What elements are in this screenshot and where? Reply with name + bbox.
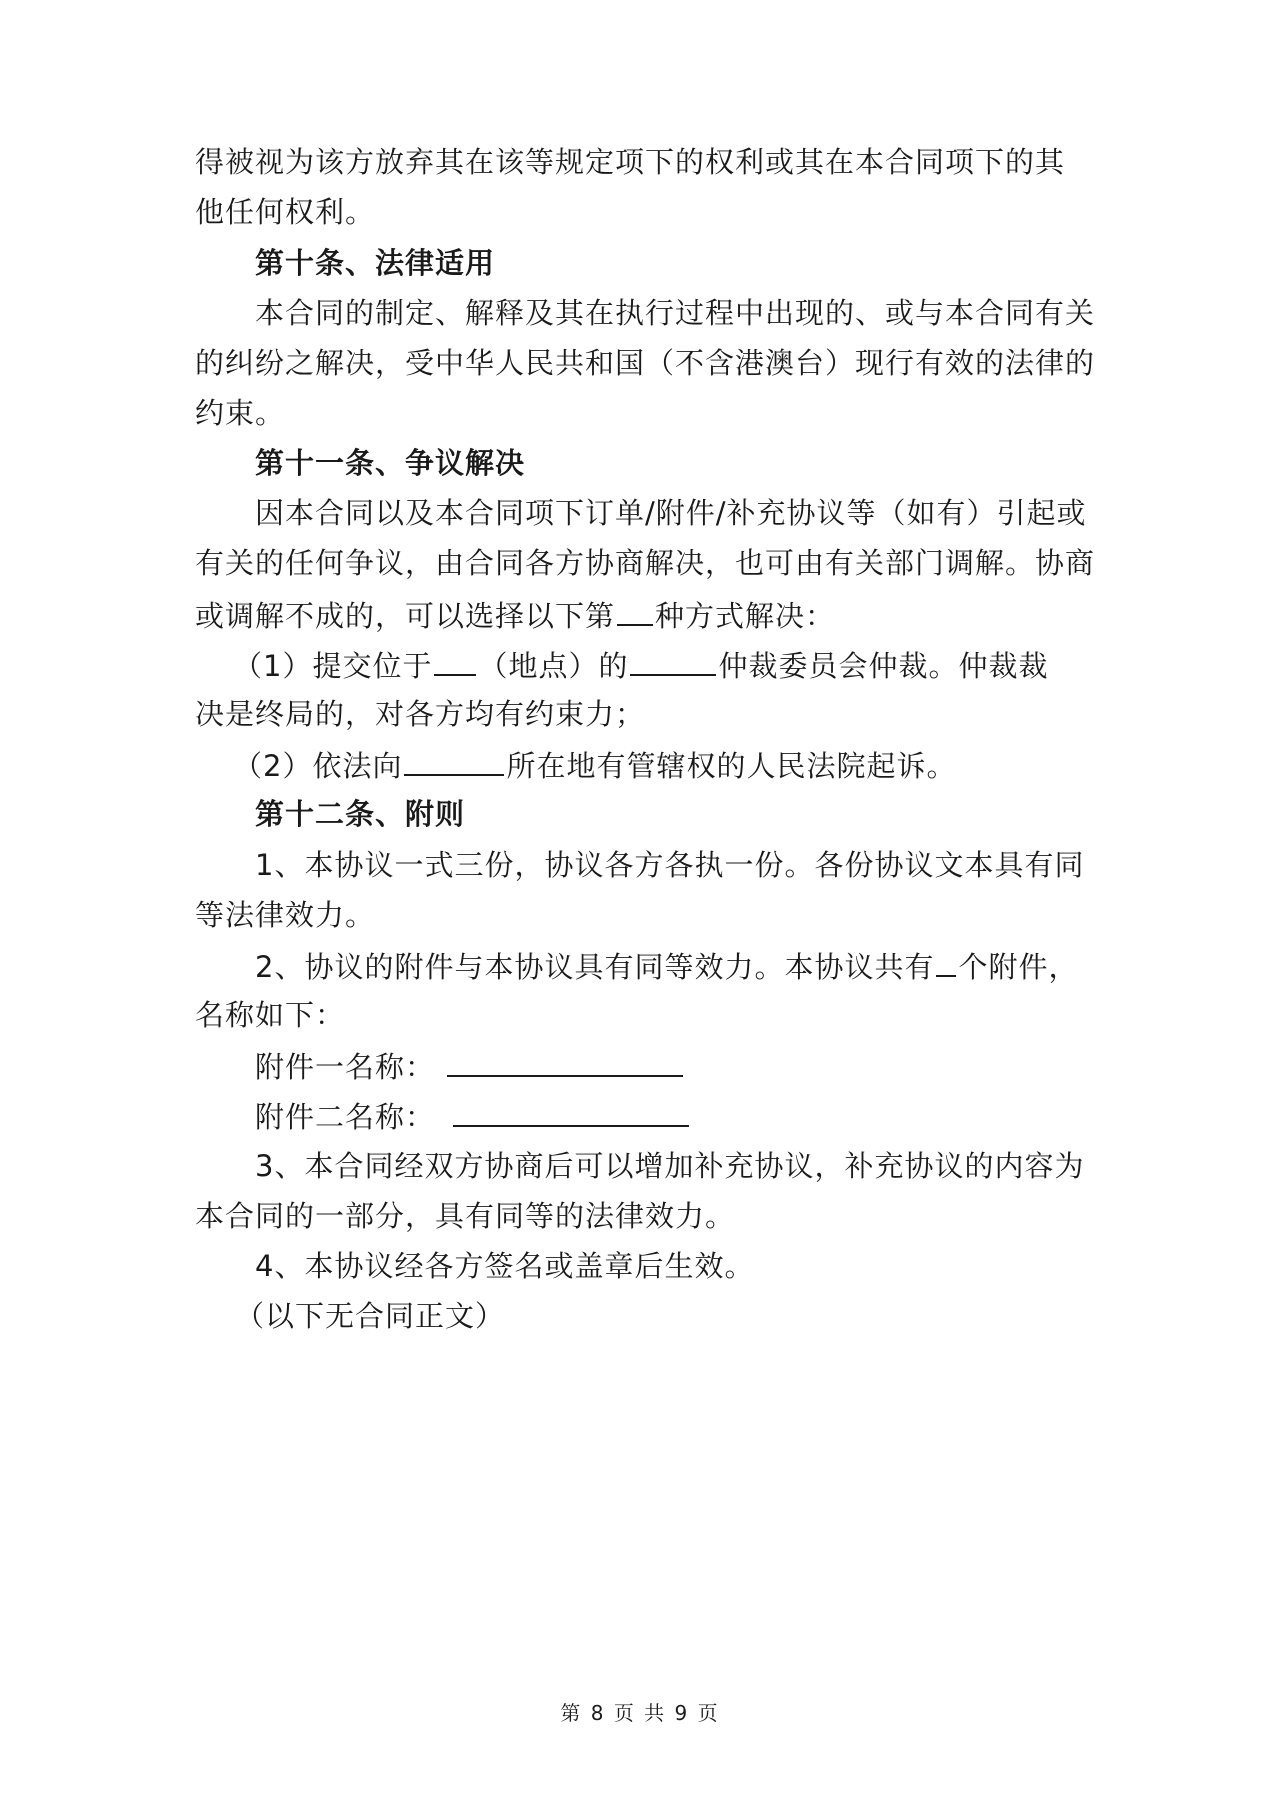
attachment-1-name-field[interactable] (447, 1045, 683, 1077)
body-text: 决是终局的，对各方均有约束力； (195, 697, 646, 731)
body-text-with-blanks (233, 644, 1048, 684)
body-text: 名称如下： (195, 998, 346, 1032)
text-segment: 个附件， (958, 950, 1079, 984)
body-text: 他任何权利。 (195, 195, 376, 229)
body-text: 3、本合同经双方协商后可以增加补充协议，补充协议的内容为 (255, 1149, 1085, 1183)
text-segment: 仲裁委员会仲裁。仲裁裁 (718, 649, 1049, 683)
attachment-2-label: 附件二名称： (255, 1100, 436, 1134)
body-text: 1、本协议一式三份，协议各方各执一份。各份协议文本具有同 (255, 848, 1085, 882)
body-text: 4、本协议经各方签名或盖章后生效。 (255, 1249, 755, 1283)
body-text: 约束。 (195, 396, 286, 430)
attachment-2-name-field[interactable] (453, 1095, 689, 1127)
fill-in-blank-method[interactable] (617, 594, 653, 626)
body-text: 有关的任何争议，由合同各方协商解决，也可由有关部门调解。协商 (195, 546, 1096, 580)
attachment-1-label: 附件一名称： (255, 1050, 436, 1084)
section-heading-11: 第十一条、争议解决 (255, 446, 526, 480)
fill-in-blank-arbitration[interactable] (630, 644, 716, 676)
end-of-contract-note: （以下无合同正文） (235, 1299, 506, 1333)
section-heading-10: 第十条、法律适用 (255, 246, 496, 280)
section-heading-12: 第十二条、附则 (255, 797, 466, 831)
body-text: 本合同的制定、解释及其在执行过程中出现的、或与本合同有关 (255, 296, 1096, 330)
body-text: 等法律效力。 (195, 898, 376, 932)
text-segment: 或调解不成的，可以选择以下第 (195, 599, 616, 633)
body-text-with-blank (195, 594, 835, 634)
text-segment: 种方式解决： (655, 599, 836, 633)
text-segment: 所在地有管辖权的人民法院起诉。 (506, 749, 957, 783)
fill-in-blank-attachment-count[interactable] (936, 945, 956, 977)
body-text: 本合同的一部分，具有同等的法律效力。 (195, 1199, 736, 1233)
page-number-footer: 第 8 页 共 9 页 (560, 1701, 720, 1725)
attachment-1-row (195, 1045, 685, 1085)
body-text: 得被视为该方放弃其在该等规定项下的权利或其在本合同项下的其 (195, 145, 1066, 179)
fill-in-blank-location[interactable] (434, 644, 476, 676)
text-segment: 2、协议的附件与本协议具有同等效力。本协议共有 (255, 950, 935, 984)
attachment-2-row (195, 1095, 691, 1135)
body-text: 的纠纷之解决，受中华人民共和国（不含港澳台）现行有效的法律的 (195, 346, 1096, 380)
body-text-with-blank (195, 945, 1078, 985)
text-segment: （1）提交位于 (233, 649, 433, 683)
body-text: 因本合同以及本合同项下订单/附件/补充协议等（如有）引起或 (255, 496, 1087, 530)
text-segment: （2）依法向 (233, 749, 403, 783)
fill-in-blank-court[interactable] (404, 744, 504, 776)
body-text-with-blank (233, 744, 956, 784)
text-segment: （地点）的 (478, 649, 629, 683)
